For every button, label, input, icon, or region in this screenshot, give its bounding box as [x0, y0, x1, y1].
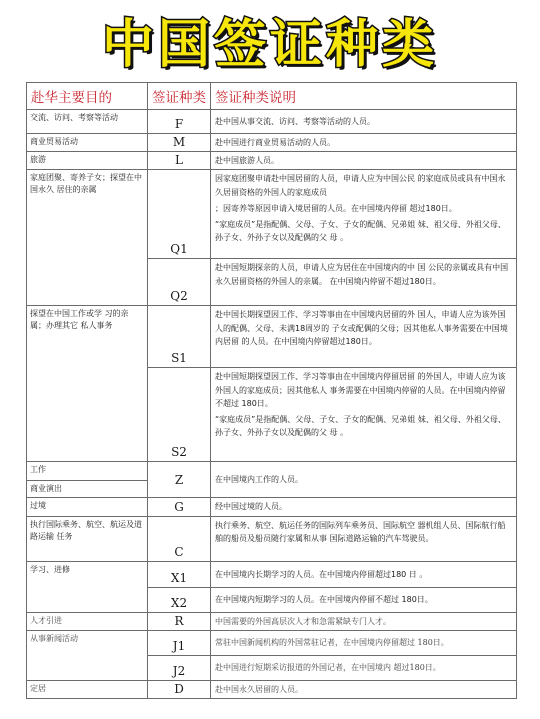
- visa-code: C: [148, 516, 211, 561]
- description-text: 赴中国短期探望因工作、学习等事由在中国境内停留居留 的外国人，申请人应为该外国人的家庭成员；因其他私人 事务需要在中国境内停留的人员。在中国境内停留不超过 180日。: [215, 372, 506, 408]
- visa-description: [211, 170, 517, 259]
- description-text: 因家庭团聚申请赴中国居留的人员，申请人应为中国公民 的家庭成员或具有中国永久居留资格的外国人的家庭成员: [215, 174, 506, 197]
- visa-code: Q2: [148, 259, 211, 306]
- visa-description: 赴中国短期探亲的人员，申请人应为居住在中国境内的中 国 公民的亲属或具有中国永久居留资格的外国人的亲属。 在中国境内停留不超过180日。: [211, 259, 517, 306]
- visa-code: R: [148, 612, 211, 630]
- purpose-cell: 定居: [27, 680, 148, 698]
- visa-code: F: [148, 110, 211, 134]
- table-row: [27, 498, 517, 516]
- purpose-label: 商业演出: [30, 484, 62, 494]
- visa-description: 执行乘务、航空、航运任务的国际列车乘务员、国际航空 器机组人员、国际航行船舶的船员及船员随行家属和从事 国际道路运输的汽车驾驶员。: [211, 516, 517, 561]
- description-text: “家庭成员”是指配偶、父母、子女、子女的配偶、兄弟姐 妹、祖父母、外祖父母、孙子女、外孙子女以及配偶的父 母 。: [215, 415, 506, 438]
- visa-code: X1: [148, 561, 211, 587]
- table-row: [27, 110, 517, 134]
- visa-description: 赴中国从事交流、访问、考察等活动的人员。: [211, 110, 517, 134]
- purpose-cell: 执行国际乘务、航空、航运及道路运输 任务: [27, 516, 148, 561]
- visa-code: D: [148, 680, 211, 698]
- visa-description: 在中国境内工作的人员。: [211, 462, 517, 498]
- visa-description: 赴中国旅游人员。: [211, 152, 517, 170]
- visa-description: 中国需要的外国高层次人才和急需紧缺专门人才。: [211, 612, 517, 630]
- visa-code: Z: [148, 462, 211, 498]
- table-row: [27, 680, 517, 698]
- table-row: [27, 516, 517, 561]
- visa-code: J2: [148, 655, 211, 680]
- purpose-cell: 过境: [27, 498, 148, 516]
- visa-code: S1: [148, 306, 211, 368]
- visa-description: 经中国过境的人员。: [211, 498, 517, 516]
- visa-code: X2: [148, 587, 211, 612]
- visa-code: J1: [148, 630, 211, 655]
- purpose-cell: 探望在中国工作或学 习的亲属；办理其它 私人事务: [27, 306, 148, 462]
- purpose-cell: 学习、进修: [27, 561, 148, 612]
- visa-code: S2: [148, 368, 211, 462]
- visa-description: 赴中国长期探望因工作、学习等事由在中国境内居留的外 国人，申请人应为该外国人的配偶、父母、未满18周岁的 子女或配偶的父母；因其他私人事务需要在中国境内居留 的人员。在中国境内停留超过180日。: [211, 306, 517, 368]
- purpose-label: 工作: [27, 462, 147, 481]
- table-row: [27, 152, 517, 170]
- title-banner: [0, 4, 540, 74]
- purpose-cell: 交流、访问、考察等活动: [27, 110, 148, 134]
- purpose-cell: 商业贸易活动: [27, 134, 148, 152]
- purpose-cell: [27, 462, 148, 498]
- table-row: [27, 612, 517, 630]
- header-visa-type: 签证种类: [148, 83, 211, 110]
- description-text: “家庭成员”是指配偶、父母、子女、子女的配偶、兄弟姐 妹、祖父母、外祖父母、孙子女、外孙子女以及配偶的父 母 。: [215, 220, 506, 243]
- visa-description: 常驻中国新闻机构的外国常驻记者，在中国境内停留超过 180日。: [211, 630, 517, 655]
- visa-description: 在中国境内短期学习的人员。在中国境内停留不超过 180日。: [211, 587, 517, 612]
- visa-code: Q1: [148, 170, 211, 259]
- purpose-cell: 从事新闻活动: [27, 630, 148, 680]
- visa-description: 在中国境内长期学习的人员。在中国境内停留超过180 日 。: [211, 561, 517, 587]
- table-row: [27, 306, 517, 368]
- visa-description: 赴中国永久居留的人员。: [211, 680, 517, 698]
- purpose-cell: 人才引进: [27, 612, 148, 630]
- visa-description: [211, 368, 517, 462]
- visa-table: [26, 82, 517, 699]
- header-description: 签证种类说明: [211, 83, 517, 110]
- visa-code: L: [148, 152, 211, 170]
- description-text: ；因寄养等原因申请入境居留的人员。在中国境内停留 超过180日。: [215, 203, 457, 213]
- table-row: [27, 630, 517, 655]
- header-purpose: 赴华主要目的: [27, 83, 148, 110]
- table-header-row: [27, 83, 517, 110]
- table-row: [27, 170, 517, 259]
- table-row: [27, 134, 517, 152]
- visa-description: 赴中国进行短期采访报道的外国记者，在中国境内 超过180日。: [211, 655, 517, 680]
- visa-code: M: [148, 134, 211, 152]
- visa-code: G: [148, 498, 211, 516]
- visa-description: 赴中国进行商业贸易活动的人员。: [211, 134, 517, 152]
- purpose-cell: 旅游: [27, 152, 148, 170]
- table-row: [27, 462, 517, 498]
- purpose-cell: 家庭团聚、寄养子女；探望在中国永久 居住的亲属: [27, 170, 148, 306]
- page-title: 中国签证种类: [101, 14, 438, 75]
- table-row: [27, 561, 517, 587]
